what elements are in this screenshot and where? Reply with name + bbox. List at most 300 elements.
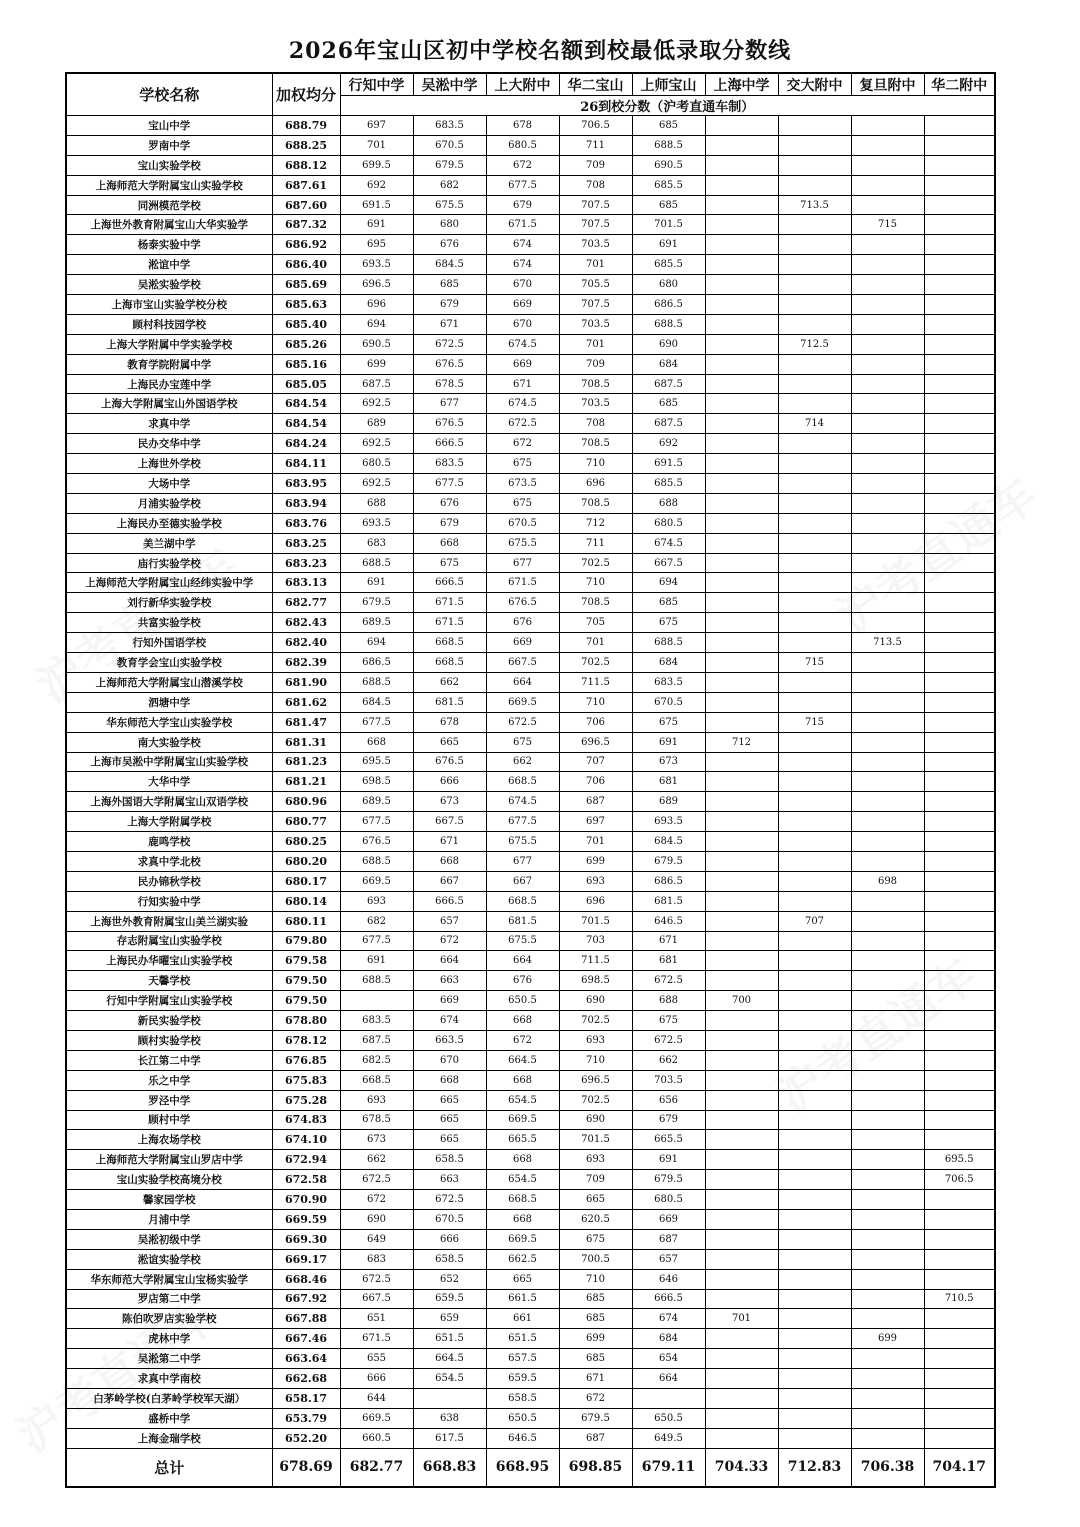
score-cell: 687.5 xyxy=(340,1030,413,1050)
score-cell: 667.5 xyxy=(632,553,705,573)
school-name-cell: 大场中学 xyxy=(66,474,272,494)
school-name-cell: 上海市宝山实验学校分校 xyxy=(66,295,272,315)
score-cell xyxy=(705,911,778,931)
score-cell xyxy=(851,116,924,136)
score-cell: 691 xyxy=(340,215,413,235)
score-cell: 646 xyxy=(632,1269,705,1289)
score-cell xyxy=(778,1090,851,1110)
weighted-avg-cell: 678.12 xyxy=(272,1030,340,1050)
score-cell: 674.5 xyxy=(486,394,559,414)
score-cell xyxy=(705,752,778,772)
score-cell xyxy=(851,434,924,454)
score-cell xyxy=(778,1269,851,1289)
score-cell: 658.5 xyxy=(413,1150,486,1170)
score-cell xyxy=(851,1050,924,1070)
score-cell xyxy=(705,1389,778,1409)
score-cell xyxy=(778,1408,851,1428)
weighted-avg-cell: 682.40 xyxy=(272,633,340,653)
table-row xyxy=(66,613,995,633)
table-row xyxy=(66,931,995,951)
table-row xyxy=(66,135,995,155)
score-cell: 662 xyxy=(486,752,559,772)
weighted-avg-cell: 682.77 xyxy=(272,593,340,613)
score-cell: 672 xyxy=(559,1389,632,1409)
score-cell xyxy=(851,991,924,1011)
score-cell: 662 xyxy=(340,1150,413,1170)
score-cell xyxy=(924,434,995,454)
score-cell xyxy=(778,1209,851,1229)
score-cell: 668.5 xyxy=(486,891,559,911)
score-cell xyxy=(705,155,778,175)
weighted-avg-cell: 680.96 xyxy=(272,792,340,812)
score-cell xyxy=(924,772,995,792)
score-cell: 699 xyxy=(340,354,413,374)
score-cell xyxy=(705,1349,778,1369)
score-cell xyxy=(851,295,924,315)
header-school: 复旦附中 xyxy=(851,73,924,96)
score-cell: 679 xyxy=(486,195,559,215)
score-cell: 671.5 xyxy=(340,1329,413,1349)
score-cell xyxy=(778,1110,851,1130)
score-cell xyxy=(924,1269,995,1289)
score-cell xyxy=(924,891,995,911)
weighted-avg-cell: 681.90 xyxy=(272,672,340,692)
score-cell: 709 xyxy=(559,354,632,374)
score-cell xyxy=(851,354,924,374)
score-cell: 668.5 xyxy=(486,1190,559,1210)
table-row xyxy=(66,374,995,394)
school-name-cell: 上海民办华曜宝山实验学校 xyxy=(66,951,272,971)
table-row xyxy=(66,474,995,494)
score-cell: 692.5 xyxy=(340,474,413,494)
score-cell: 650.5 xyxy=(486,1408,559,1428)
school-name-cell: 求真中学南校 xyxy=(66,1369,272,1389)
score-cell: 675 xyxy=(486,493,559,513)
table-row xyxy=(66,1289,995,1309)
score-cell: 679.5 xyxy=(340,593,413,613)
score-cell: 703.5 xyxy=(632,1070,705,1090)
total-cell: 668.95 xyxy=(486,1448,559,1487)
score-cell: 669 xyxy=(486,295,559,315)
score-cell: 701 xyxy=(705,1309,778,1329)
weighted-avg-cell: 658.17 xyxy=(272,1389,340,1409)
score-cell: 687.5 xyxy=(340,374,413,394)
score-cell: 669 xyxy=(486,354,559,374)
school-name-cell: 上海师范大学附属宝山潜溪学校 xyxy=(66,672,272,692)
score-cell: 662 xyxy=(413,672,486,692)
score-cell: 675.5 xyxy=(486,832,559,852)
score-cell xyxy=(851,1150,924,1170)
score-cell: 701.5 xyxy=(632,215,705,235)
score-cell: 696.5 xyxy=(340,275,413,295)
score-cell: 668.5 xyxy=(340,1070,413,1090)
score-cell: 672 xyxy=(486,434,559,454)
score-cell xyxy=(851,613,924,633)
score-cell: 692 xyxy=(632,434,705,454)
score-cell: 683 xyxy=(340,533,413,553)
score-cell: 691.5 xyxy=(340,195,413,215)
score-cell xyxy=(705,772,778,792)
weighted-avg-cell: 675.83 xyxy=(272,1070,340,1090)
score-cell xyxy=(778,1309,851,1329)
score-cell: 713.5 xyxy=(778,195,851,215)
score-cell xyxy=(705,633,778,653)
score-cell: 685 xyxy=(413,275,486,295)
score-cell: 686.5 xyxy=(340,653,413,673)
score-cell xyxy=(778,633,851,653)
score-cell: 677.5 xyxy=(340,931,413,951)
score-cell: 646.5 xyxy=(632,911,705,931)
school-name-cell: 宝山实验学校 xyxy=(66,155,272,175)
score-cell xyxy=(851,931,924,951)
school-name-cell: 泗塘中学 xyxy=(66,692,272,712)
score-cell: 688 xyxy=(632,991,705,1011)
score-cell xyxy=(705,1269,778,1289)
score-cell: 690.5 xyxy=(632,155,705,175)
table-row xyxy=(66,454,995,474)
score-cell xyxy=(778,1329,851,1349)
school-name-cell: 行知外国语学校 xyxy=(66,633,272,653)
score-cell xyxy=(778,613,851,633)
score-cell xyxy=(924,951,995,971)
score-cell: 696 xyxy=(340,295,413,315)
score-cell xyxy=(851,1349,924,1369)
weighted-avg-cell: 683.13 xyxy=(272,573,340,593)
school-name-cell: 存志附属宝山实验学校 xyxy=(66,931,272,951)
score-cell: 668 xyxy=(486,1209,559,1229)
score-cell: 696 xyxy=(559,891,632,911)
score-cell: 712 xyxy=(705,732,778,752)
school-name-cell: 民办交华中学 xyxy=(66,434,272,454)
score-cell: 677.5 xyxy=(486,175,559,195)
score-cell: 664.5 xyxy=(486,1050,559,1070)
score-cell xyxy=(705,1329,778,1349)
score-cell xyxy=(778,275,851,295)
score-cell: 675 xyxy=(486,454,559,474)
weighted-avg-cell: 669.30 xyxy=(272,1229,340,1249)
score-cell xyxy=(851,275,924,295)
score-cell xyxy=(924,672,995,692)
school-name-cell: 长江第二中学 xyxy=(66,1050,272,1070)
score-cell xyxy=(705,255,778,275)
score-cell xyxy=(924,135,995,155)
score-cell: 703.5 xyxy=(559,314,632,334)
score-cell: 657 xyxy=(632,1249,705,1269)
score-cell xyxy=(924,593,995,613)
score-cell: 666 xyxy=(340,1369,413,1389)
score-cell: 665.5 xyxy=(632,1130,705,1150)
score-cell: 687 xyxy=(632,1229,705,1249)
score-cell xyxy=(778,474,851,494)
score-cell: 713.5 xyxy=(851,633,924,653)
score-cell: 706.5 xyxy=(924,1170,995,1190)
score-cell: 673 xyxy=(413,792,486,812)
score-cell: 674.5 xyxy=(486,334,559,354)
score-cell xyxy=(924,573,995,593)
school-name-cell: 上海大学附属学校 xyxy=(66,812,272,832)
score-cell xyxy=(705,334,778,354)
score-cell xyxy=(705,891,778,911)
score-cell: 690 xyxy=(559,991,632,1011)
weighted-avg-cell: 653.79 xyxy=(272,1408,340,1428)
total-cell: 679.11 xyxy=(632,1448,705,1487)
score-cell: 677.5 xyxy=(340,712,413,732)
score-cell: 693 xyxy=(340,1090,413,1110)
school-name-cell: 虎林中学 xyxy=(66,1329,272,1349)
header-school: 行知中学 xyxy=(340,73,413,96)
score-cell: 690.5 xyxy=(340,334,413,354)
score-cell: 705 xyxy=(559,613,632,633)
score-cell xyxy=(778,1369,851,1389)
school-name-cell: 淞谊实验学校 xyxy=(66,1249,272,1269)
score-cell: 660.5 xyxy=(340,1428,413,1448)
score-cell xyxy=(778,851,851,871)
score-cell xyxy=(851,851,924,871)
score-cell: 680 xyxy=(413,215,486,235)
score-cell: 691 xyxy=(340,573,413,593)
score-cell: 666.5 xyxy=(413,573,486,593)
score-cell: 709 xyxy=(559,1170,632,1190)
school-name-cell: 上海民办宝莲中学 xyxy=(66,374,272,394)
school-name-cell: 顾村科技园学校 xyxy=(66,314,272,334)
score-cell xyxy=(778,931,851,951)
table-row xyxy=(66,692,995,712)
score-cell xyxy=(851,1110,924,1130)
school-name-cell: 同洲模范学校 xyxy=(66,195,272,215)
score-cell: 667.5 xyxy=(340,1289,413,1309)
table-row xyxy=(66,1011,995,1031)
score-cell: 703 xyxy=(559,931,632,951)
score-cell xyxy=(778,792,851,812)
score-cell: 666 xyxy=(413,1229,486,1249)
table-row xyxy=(66,553,995,573)
score-cell xyxy=(778,235,851,255)
score-cell xyxy=(924,334,995,354)
score-cell: 665 xyxy=(413,732,486,752)
score-cell: 681.5 xyxy=(486,911,559,931)
score-cell: 665.5 xyxy=(486,1130,559,1150)
score-cell: 681.5 xyxy=(413,692,486,712)
table-row xyxy=(66,1150,995,1170)
score-cell xyxy=(851,533,924,553)
score-cell xyxy=(851,1249,924,1269)
score-cell: 682.5 xyxy=(340,1050,413,1070)
score-cell: 668 xyxy=(413,533,486,553)
table-footer xyxy=(66,1448,995,1487)
score-cell xyxy=(705,553,778,573)
score-cell: 659.5 xyxy=(486,1369,559,1389)
score-cell: 651.5 xyxy=(413,1329,486,1349)
weighted-avg-cell: 680.20 xyxy=(272,851,340,871)
score-cell: 687.5 xyxy=(632,374,705,394)
score-cell xyxy=(705,1011,778,1031)
score-cell: 701 xyxy=(340,135,413,155)
score-cell: 671.5 xyxy=(413,613,486,633)
score-cell: 684.5 xyxy=(340,692,413,712)
score-cell: 696.5 xyxy=(559,1070,632,1090)
score-cell: 690 xyxy=(559,1110,632,1130)
score-cell: 701 xyxy=(559,255,632,275)
score-cell: 672.5 xyxy=(413,1190,486,1210)
score-cell: 671 xyxy=(413,314,486,334)
score-cell xyxy=(705,1170,778,1190)
score-cell xyxy=(851,175,924,195)
weighted-avg-cell: 680.14 xyxy=(272,891,340,911)
score-cell xyxy=(705,792,778,812)
score-cell: 708.5 xyxy=(559,434,632,454)
score-cell: 691 xyxy=(340,951,413,971)
score-cell xyxy=(851,772,924,792)
score-cell: 676.5 xyxy=(413,414,486,434)
score-cell xyxy=(851,334,924,354)
school-name-cell: 月浦中学 xyxy=(66,1209,272,1229)
score-cell: 661 xyxy=(486,1309,559,1329)
school-name-cell: 上海民办至德实验学校 xyxy=(66,513,272,533)
weighted-avg-cell: 681.62 xyxy=(272,692,340,712)
table-row xyxy=(66,255,995,275)
score-cell: 692 xyxy=(340,175,413,195)
total-cell: 712.83 xyxy=(778,1448,851,1487)
score-cell xyxy=(924,195,995,215)
school-name-cell: 教育学会宝山实验学校 xyxy=(66,653,272,673)
score-cell xyxy=(778,533,851,553)
score-cell: 674 xyxy=(632,1309,705,1329)
score-cell: 698.5 xyxy=(559,971,632,991)
score-cell: 650.5 xyxy=(632,1408,705,1428)
table-row xyxy=(66,633,995,653)
score-cell: 668 xyxy=(486,1150,559,1170)
table-row xyxy=(66,116,995,136)
weighted-avg-cell: 680.25 xyxy=(272,832,340,852)
score-cell xyxy=(924,1369,995,1389)
score-cell xyxy=(924,1408,995,1428)
school-name-cell: 罗店第二中学 xyxy=(66,1289,272,1309)
score-cell xyxy=(705,971,778,991)
score-cell xyxy=(778,832,851,852)
total-cell: 682.77 xyxy=(340,1448,413,1487)
score-cell: 676.5 xyxy=(486,593,559,613)
score-cell xyxy=(924,991,995,1011)
score-cell: 685 xyxy=(559,1289,632,1309)
weighted-avg-cell: 685.40 xyxy=(272,314,340,334)
total-row xyxy=(66,1448,995,1487)
score-cell xyxy=(851,374,924,394)
score-cell: 679 xyxy=(413,295,486,315)
score-cell xyxy=(778,493,851,513)
score-cell xyxy=(705,851,778,871)
score-cell: 684 xyxy=(632,1329,705,1349)
score-cell xyxy=(851,732,924,752)
score-cell xyxy=(778,812,851,832)
table-row xyxy=(66,1329,995,1349)
weighted-avg-cell: 684.54 xyxy=(272,394,340,414)
score-cell: 671.5 xyxy=(486,573,559,593)
school-name-cell: 陈伯吹罗店实验学校 xyxy=(66,1309,272,1329)
score-cell xyxy=(851,911,924,931)
score-cell: 674.5 xyxy=(632,533,705,553)
score-cell xyxy=(705,1130,778,1150)
table-row xyxy=(66,891,995,911)
score-cell xyxy=(778,135,851,155)
score-cell: 707.5 xyxy=(559,215,632,235)
score-cell: 712 xyxy=(559,513,632,533)
table-row xyxy=(66,573,995,593)
table-row xyxy=(66,394,995,414)
score-cell xyxy=(778,752,851,772)
score-cell: 666.5 xyxy=(413,434,486,454)
score-cell: 691 xyxy=(632,235,705,255)
score-cell: 672.5 xyxy=(413,334,486,354)
school-name-cell: 月浦实验学校 xyxy=(66,493,272,513)
score-cell: 681 xyxy=(632,772,705,792)
score-cell xyxy=(778,314,851,334)
score-cell: 692.5 xyxy=(340,434,413,454)
score-cell xyxy=(924,374,995,394)
score-cell: 685 xyxy=(559,1309,632,1329)
table-row xyxy=(66,533,995,553)
score-cell: 675 xyxy=(413,553,486,573)
weighted-avg-cell: 688.25 xyxy=(272,135,340,155)
score-cell: 665 xyxy=(486,1269,559,1289)
school-name-cell: 美兰湖中学 xyxy=(66,533,272,553)
score-cell xyxy=(705,1030,778,1050)
score-cell xyxy=(924,832,995,852)
score-cell xyxy=(924,871,995,891)
score-cell xyxy=(778,593,851,613)
score-cell xyxy=(778,951,851,971)
score-cell xyxy=(851,1030,924,1050)
table-row xyxy=(66,712,995,732)
score-cell xyxy=(924,633,995,653)
score-cell xyxy=(851,672,924,692)
score-cell: 715 xyxy=(778,653,851,673)
school-name-cell: 宝山中学 xyxy=(66,116,272,136)
weighted-avg-cell: 683.94 xyxy=(272,493,340,513)
score-cell xyxy=(705,951,778,971)
score-cell xyxy=(924,1329,995,1349)
score-cell xyxy=(778,175,851,195)
table-row xyxy=(66,593,995,613)
score-cell: 688 xyxy=(340,493,413,513)
score-cell xyxy=(705,295,778,315)
header-school-name: 学校名称 xyxy=(66,73,272,116)
score-cell: 678.5 xyxy=(340,1110,413,1130)
score-cell xyxy=(705,1110,778,1130)
table-row xyxy=(66,951,995,971)
weighted-avg-cell: 674.10 xyxy=(272,1130,340,1150)
score-cell xyxy=(705,175,778,195)
weighted-avg-cell: 685.26 xyxy=(272,334,340,354)
score-cell xyxy=(924,1309,995,1329)
score-cell: 682 xyxy=(413,175,486,195)
score-cell xyxy=(924,295,995,315)
score-cell: 693 xyxy=(559,871,632,891)
school-name-cell: 宝山实验学校高境分校 xyxy=(66,1170,272,1190)
score-cell xyxy=(924,493,995,513)
score-cell: 654.5 xyxy=(486,1170,559,1190)
score-cell xyxy=(924,752,995,772)
score-cell: 668 xyxy=(413,851,486,871)
weighted-avg-cell: 681.21 xyxy=(272,772,340,792)
school-name-cell: 行知实验中学 xyxy=(66,891,272,911)
score-cell xyxy=(778,573,851,593)
score-cell xyxy=(778,434,851,454)
score-cell: 652 xyxy=(413,1269,486,1289)
score-cell xyxy=(924,314,995,334)
score-cell: 707.5 xyxy=(559,195,632,215)
weighted-avg-cell: 679.50 xyxy=(272,971,340,991)
score-cell: 670.5 xyxy=(413,135,486,155)
